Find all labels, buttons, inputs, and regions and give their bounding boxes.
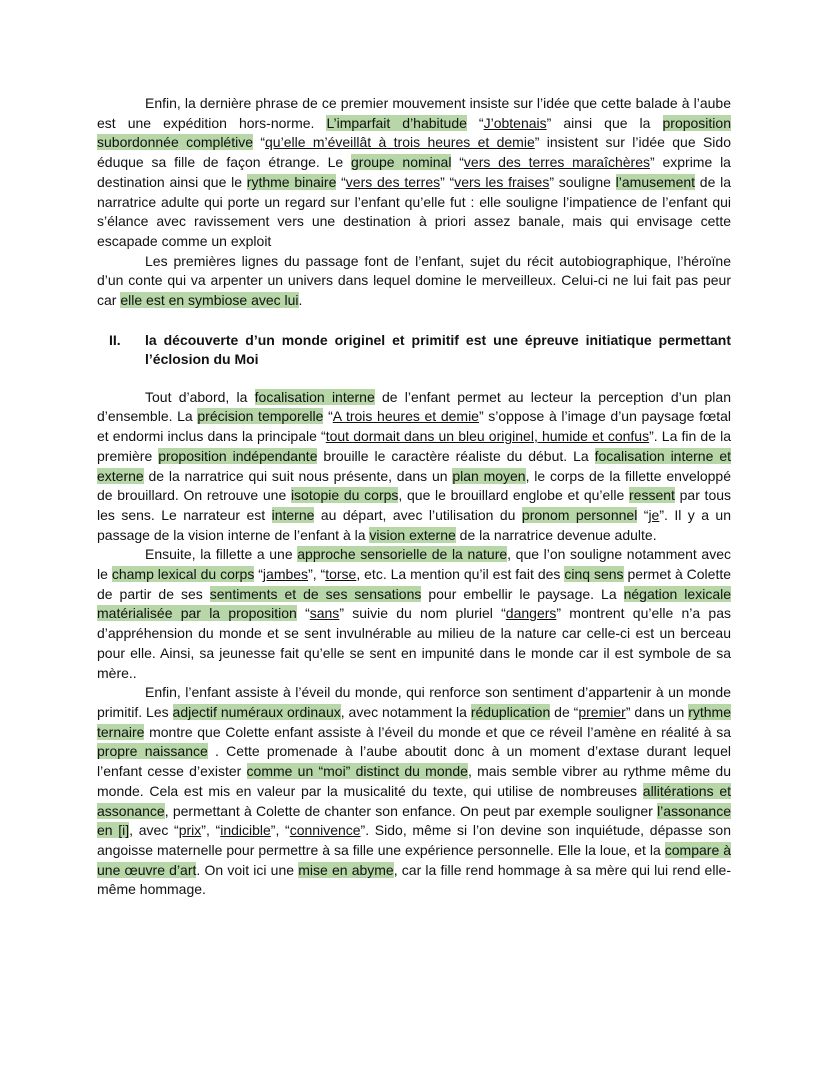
text-run: permet à Colette de partir de ses bbox=[97, 566, 732, 602]
text-run: ”, “ bbox=[270, 822, 290, 839]
text-run: ” dans un bbox=[625, 703, 689, 720]
text-run: . bbox=[298, 292, 303, 309]
text-run: , le corps de la fillette enveloppé de brouillard. On retrouve une bbox=[97, 467, 731, 504]
text-run: , que le brouillard englobe et qu’elle bbox=[398, 487, 629, 504]
underlined-quote: qu’elle m’éveillât à trois heures et demie bbox=[265, 134, 535, 151]
text-run: “ bbox=[466, 114, 484, 131]
underlined-quote: premier bbox=[578, 703, 626, 720]
highlighted-text: elle est en symbiose avec lui bbox=[120, 292, 299, 309]
highlighted-text: ressent bbox=[629, 487, 675, 504]
text-run: de la narratrice adulte qui porte un regard sur l’enfant qu’elle fut : elle souligne l’impatience de l’enfant qui s’élance avec ravissement vers une destination à priori assez banale, mais qui envisage cette escapade comme un exploit bbox=[97, 173, 732, 249]
text-run: ” suivie du nom pluriel “ bbox=[339, 605, 506, 622]
highlighted-text: cinq sens bbox=[564, 566, 624, 583]
highlighted-text: champ lexical du corps bbox=[111, 566, 255, 583]
underlined-quote: vers les fraises bbox=[454, 173, 550, 190]
text-run: , que l’on souligne notamment avec le bbox=[97, 546, 731, 583]
underlined-quote: prix bbox=[178, 822, 202, 839]
text-run: Enfin, la dernière phrase de ce premier mouvement insiste sur l’idée que cette balade à l’aube est une expédition hors-norme. bbox=[97, 95, 731, 131]
paragraph-3 bbox=[97, 388, 731, 546]
underlined-quote: connivence bbox=[289, 822, 361, 839]
text-run: ”. Il y a un passage de la vision interne de l’enfant à la bbox=[97, 506, 731, 543]
underlined-quote: A trois heures et demie bbox=[332, 408, 479, 425]
highlighted-text: l’amusement bbox=[615, 173, 696, 190]
highlighted-text: allitérations et assonance bbox=[97, 782, 731, 819]
highlighted-text: négation lexicale matérialisée par la proposition bbox=[97, 585, 731, 622]
highlighted-text: interne bbox=[271, 506, 315, 523]
text-run: , etc. La mention qu’il est fait des bbox=[356, 566, 565, 583]
highlighted-text: proposition indépendante bbox=[158, 447, 318, 464]
text-run: de la narratrice devenue adulte. bbox=[455, 526, 657, 543]
text-run: . Cette promenade à l’aube aboutit donc à un moment d’extase durant lequel l’enfant cesse d’exister bbox=[97, 743, 731, 780]
text-run: “ bbox=[451, 154, 464, 171]
text-run: ”, “ bbox=[308, 566, 326, 583]
paragraph-1 bbox=[97, 94, 731, 252]
highlighted-text: précision temporelle bbox=[197, 408, 324, 425]
highlighted-text: propre naissance bbox=[97, 743, 208, 760]
highlighted-text: l’assonance en [i] bbox=[97, 802, 731, 839]
text-run: ” souligne bbox=[549, 173, 616, 190]
text-run: Enfin, l’enfant assiste à l’éveil du monde, qui renforce son sentiment d’appartenir à un monde primitif. Les bbox=[97, 684, 731, 720]
text-run: ” s’oppose à l’image d’un paysage fœtal et endormi inclus dans la principale “ bbox=[97, 408, 731, 445]
text-run: . On voit ici une bbox=[196, 861, 299, 878]
text-run: , avec notamment la bbox=[340, 703, 471, 720]
highlighted-text: compare à une œuvre d’art bbox=[97, 841, 731, 878]
underlined-quote: je bbox=[648, 506, 660, 523]
underlined-quote: dangers bbox=[505, 605, 557, 622]
highlighted-text: approche sensorielle de la nature bbox=[297, 546, 508, 563]
highlighted-text: proposition subordonnée complétive bbox=[97, 114, 731, 151]
text-run: ” ainsi que la bbox=[546, 114, 663, 131]
text-run: , car la fille rend hommage à sa mère qui lui rend elle-même hommage. bbox=[97, 861, 731, 898]
highlighted-text: plan moyen bbox=[452, 467, 526, 484]
text-run: ” insistent sur l’idée que Sido éduque sa fille de façon étrange. Le bbox=[97, 134, 731, 171]
section-number: II. bbox=[109, 331, 121, 348]
highlighted-text: réduplication bbox=[470, 703, 551, 720]
text-run: , avec “ bbox=[129, 822, 179, 839]
highlighted-text: groupe nominal bbox=[351, 154, 452, 171]
paragraph-2 bbox=[97, 252, 731, 311]
text-run: , mais semble vibrer au rythme même du monde. Cela est mis en valeur par la musicalité du texte, qui utilise de nombreuses bbox=[97, 763, 731, 799]
text-run: “ bbox=[254, 566, 263, 583]
underlined-quote: vers des terres bbox=[345, 173, 441, 190]
text-run: ”. La fin de la première bbox=[97, 428, 732, 464]
text-run: “ bbox=[296, 605, 310, 622]
underlined-quote: sans bbox=[309, 605, 340, 622]
text-run: ”. Sido, même si l’on devine son inquiétude, dépasse son angoisse maternelle pour permettre à sa fille une expérience personnelle. Elle la loue, et la bbox=[97, 822, 731, 858]
text-run: Ensuite, la fillette a une bbox=[145, 546, 298, 563]
text-run: , permettant à Colette de chanter son enfance. On peut par exemple souligner bbox=[164, 802, 658, 819]
text-run: de “ bbox=[550, 703, 579, 720]
underlined-quote: torse bbox=[325, 566, 357, 583]
highlighted-text: isotopie du corps bbox=[290, 487, 399, 504]
text-run: par tous les sens. Le narrateur est bbox=[97, 487, 732, 523]
text-run: ”, “ bbox=[201, 822, 221, 839]
paragraph-5 bbox=[97, 683, 731, 900]
highlighted-text: pronom personnel bbox=[521, 506, 638, 523]
section-heading bbox=[97, 331, 731, 370]
text-run: brouille le caractère réaliste du début. La bbox=[317, 447, 595, 464]
text-run: Les premières lignes du passage font de l’enfant, sujet du récit autobiographique, l’héroïne d’un conte qui va arpenter un univers dans lequel domine le merveilleux. Celui-ci ne lui fait pas peur car bbox=[97, 252, 731, 309]
text-run: au départ, avec l’utilisation du bbox=[314, 506, 522, 523]
text-run: ” montrent qu’elle n’a pas d’appréhension du monde et se sent invulnérable au milieu de la nature car celle-ci est un berceau pour elle. Ainsi, sa jeunesse fait qu’elle se sent en impunité dans le monde car il est symbole de sa mère.. bbox=[97, 605, 731, 681]
highlighted-text: focalisation interne bbox=[254, 388, 375, 405]
text-run: de la narratrice qui suit nous présente, dans un bbox=[143, 467, 453, 484]
underlined-quote: indicible bbox=[220, 822, 271, 839]
text-run: “ bbox=[336, 173, 346, 190]
highlighted-text: sentiments et de ses sensations bbox=[209, 585, 422, 602]
text-run: “ bbox=[253, 134, 266, 151]
highlighted-text: adjectif numéraux ordinaux bbox=[172, 703, 341, 720]
paragraph-4 bbox=[97, 545, 731, 683]
text-run: de l’enfant permet au lecteur la perception d’un plan d’ensemble. La bbox=[97, 388, 731, 425]
underlined-quote: J’obtenais bbox=[483, 114, 547, 131]
highlighted-text: rythme ternaire bbox=[97, 703, 732, 740]
text-run: “ bbox=[637, 506, 649, 523]
underlined-quote: tout dormait dans un bleu originel, humide et confus bbox=[325, 428, 650, 445]
highlighted-text: focalisation interne et externe bbox=[97, 447, 731, 484]
underlined-quote: vers des terres maraîchères bbox=[463, 154, 650, 171]
text-run: ” exprime la destination ainsi que le bbox=[97, 154, 731, 190]
text-run: pour embellir le paysage. La bbox=[421, 585, 624, 602]
underlined-quote: jambes bbox=[262, 566, 309, 583]
highlighted-text: comme un “moi” distinct du monde bbox=[246, 763, 468, 780]
text-run: Tout d’abord, la bbox=[145, 388, 255, 405]
highlighted-text: rythme binaire bbox=[246, 173, 337, 190]
text-run: montre que Colette enfant assiste à l’éveil du monde et que ce réveil l’amène en réalité à sa bbox=[144, 723, 731, 740]
highlighted-text: mise en abyme bbox=[298, 861, 394, 878]
text-run: “ bbox=[323, 408, 333, 425]
section-title: la découverte d’un monde originel et primitif est une épreuve initiatique permettant l’éclosion du Moi bbox=[145, 331, 731, 368]
highlighted-text: L’imparfait d’habitude bbox=[326, 114, 467, 131]
document-page bbox=[97, 94, 731, 900]
text-run: ” “ bbox=[440, 173, 455, 190]
highlighted-text: vision externe bbox=[369, 526, 456, 543]
